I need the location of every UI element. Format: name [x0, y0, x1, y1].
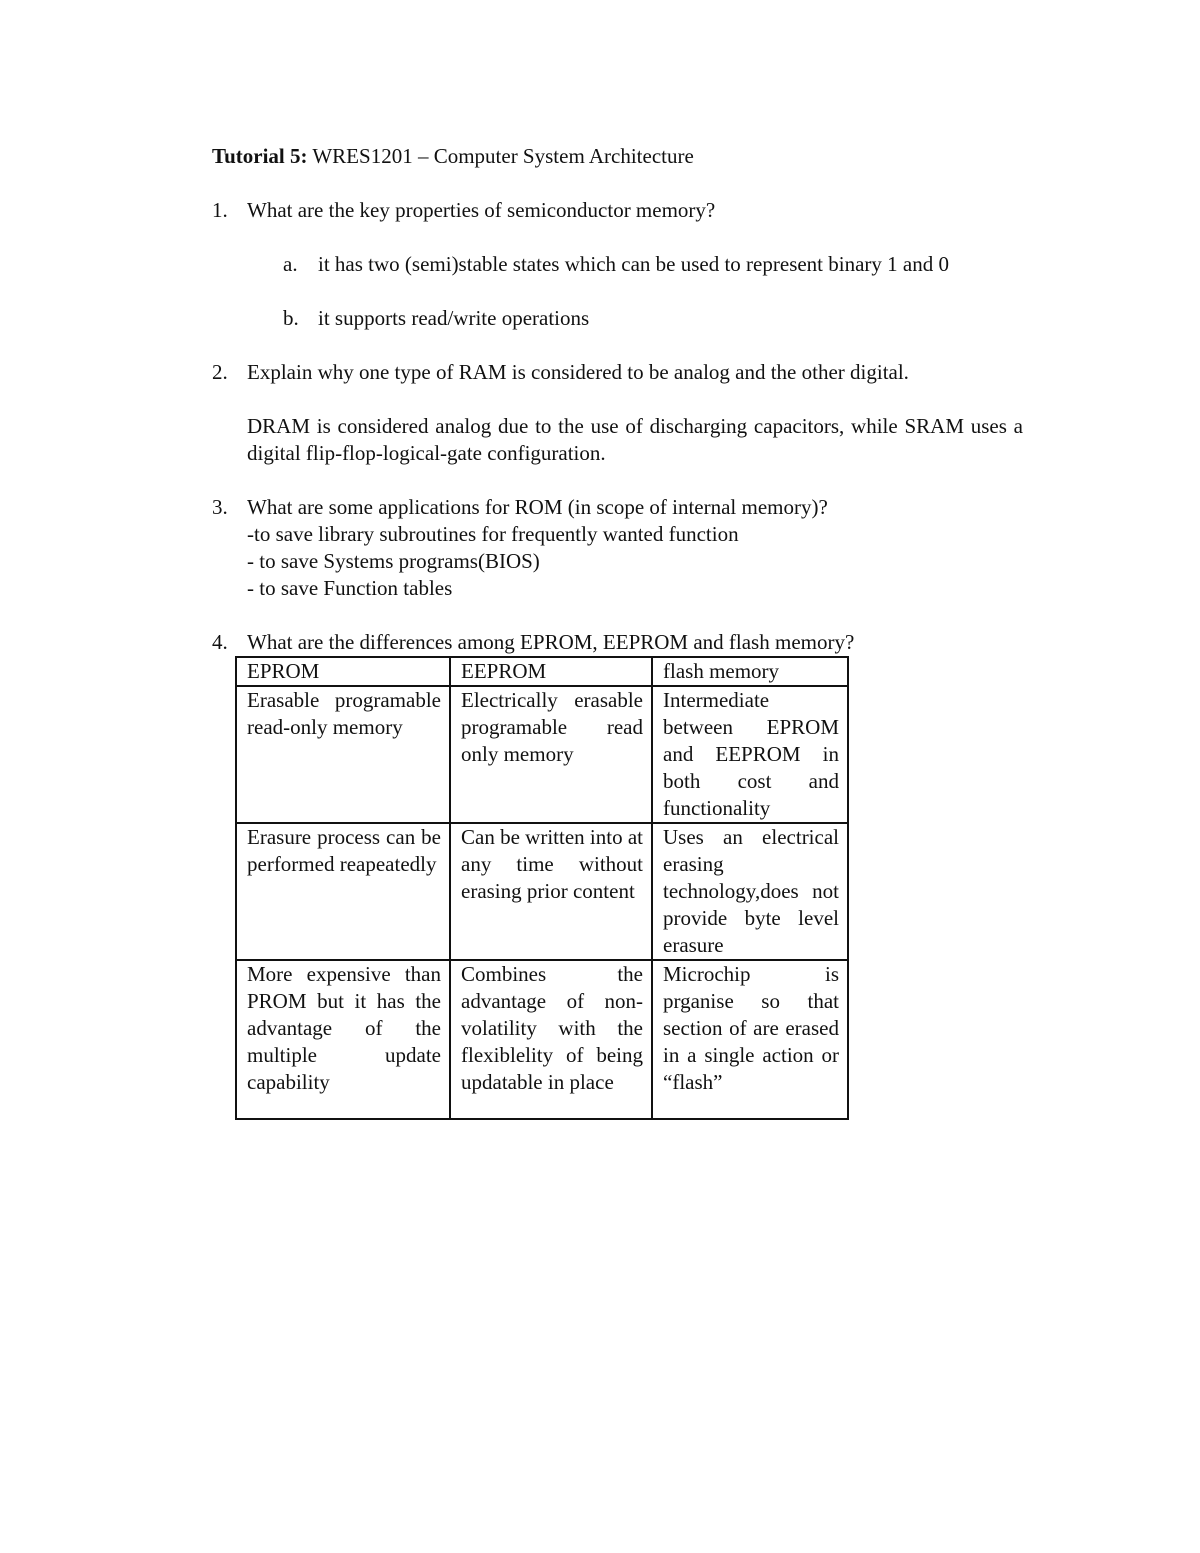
table-cell: Combines the advantage of non-volatility with the flexiblelity of being updatable in place — [450, 960, 652, 1119]
course-name: WRES1201 – Computer System Architecture — [312, 144, 694, 168]
table-header-cell: EEPROM — [450, 657, 652, 686]
question-number: 1. — [212, 198, 228, 222]
question-number: 3. — [212, 495, 228, 519]
table-header-cell: EPROM — [236, 657, 450, 686]
tutorial-label: Tutorial 5: — [212, 144, 308, 168]
answer-line: -to save library subroutines for frequently wanted function — [247, 522, 739, 546]
question-text: What are the key properties of semiconductor memory? — [247, 198, 716, 222]
table-row — [236, 686, 848, 823]
table-cell: Intermediate between EPROM and EEPROM in both cost and functionality — [652, 686, 848, 823]
answer-line: - to save Function tables — [247, 576, 453, 600]
table-cell: Can be written into at any time without erasing prior content — [450, 823, 652, 960]
table-cell: Microchip is prganise so that section of are erased in a single action or “flash” — [652, 960, 848, 1119]
table-row — [236, 823, 848, 960]
document-title — [212, 143, 694, 170]
table-cell: More expensive than PROM but it has the advantage of the multiple update capability — [236, 960, 450, 1119]
answer-text: it has two (semi)stable states which can be used to represent binary 1 and 0 — [318, 252, 949, 276]
answer-label: a. — [283, 252, 298, 276]
table-cell: Erasure process can be performed reapeatedly — [236, 823, 450, 960]
question-number: 2. — [212, 360, 228, 384]
table-cell: Uses an electrical erasing technology,does not provide byte level erasure — [652, 823, 848, 960]
table-cell: Electrically erasable programable read only memory — [450, 686, 652, 823]
answer-paragraph: DRAM is considered analog due to the use of discharging capacitors, while SRAM uses a digital flip-flop-logical-gate configuration. — [247, 414, 1023, 465]
comparison-table — [235, 656, 849, 1120]
table-row — [236, 960, 848, 1119]
table-header-row — [236, 657, 848, 686]
question-text: Explain why one type of RAM is considered to be analog and the other digital. — [247, 360, 909, 384]
question-number: 4. — [212, 630, 228, 654]
table-header-cell: flash memory — [652, 657, 848, 686]
answer-text: it supports read/write operations — [318, 306, 590, 330]
answer-line: - to save Systems programs(BIOS) — [247, 549, 540, 573]
table-cell: Erasable programable read-only memory — [236, 686, 450, 823]
answer-label: b. — [283, 306, 299, 330]
question-text: What are the differences among EPROM, EEPROM and flash memory? — [247, 630, 855, 654]
question-text: What are some applications for ROM (in scope of internal memory)? — [247, 495, 828, 519]
